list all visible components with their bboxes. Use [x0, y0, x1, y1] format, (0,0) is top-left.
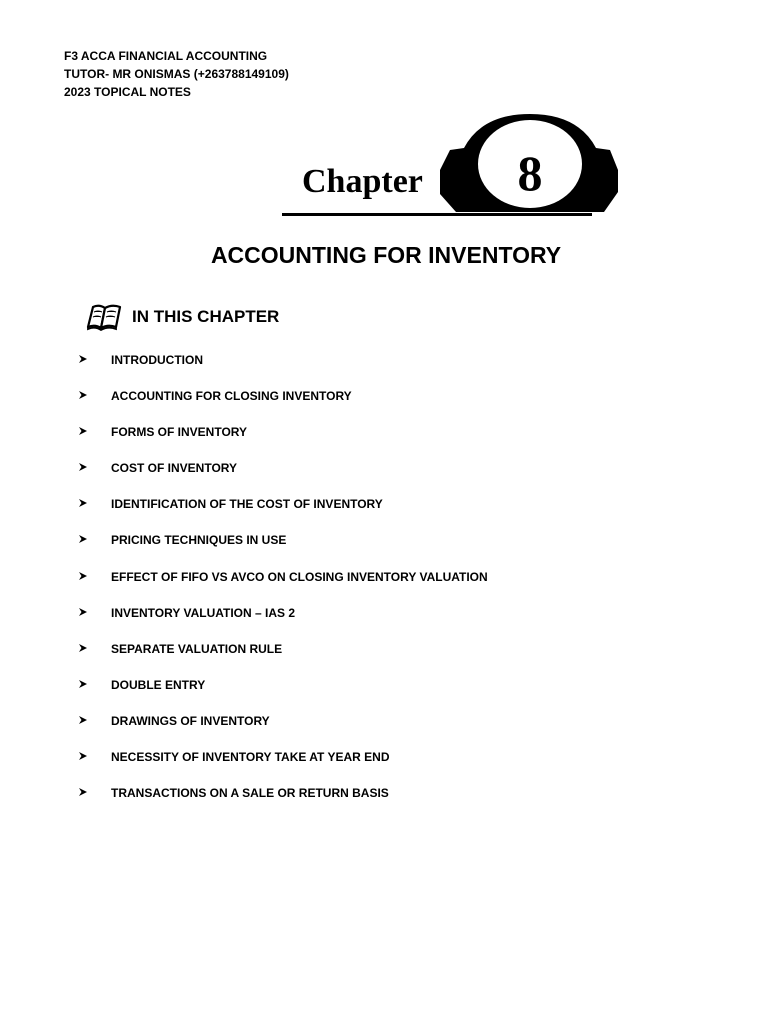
list-item-label: TRANSACTIONS ON A SALE OR RETURN BASIS — [111, 786, 389, 800]
list-item-label: PRICING TECHNIQUES IN USE — [111, 533, 287, 547]
chapter-label: Chapter — [302, 163, 423, 200]
arrowhead-bullet-icon — [78, 534, 88, 544]
list-item-label: FORMS OF INVENTORY — [111, 425, 248, 439]
list-item — [0, 711, 768, 731]
arrowhead-bullet-icon — [78, 571, 88, 581]
arrowhead-bullet-icon — [78, 426, 88, 436]
list-item-label: EFFECT OF FIFO VS AVCO ON CLOSING INVENTORY VALUATION — [111, 570, 488, 584]
list-item — [0, 747, 768, 767]
arrowhead-bullet-icon — [78, 715, 88, 725]
notes-year: 2023 TOPICAL NOTES — [64, 85, 191, 99]
arrowhead-bullet-icon — [78, 679, 88, 689]
chapter-title: ACCOUNTING FOR INVENTORY — [210, 242, 562, 268]
list-item-label: ACCOUNTING FOR CLOSING INVENTORY — [111, 389, 352, 403]
list-item-label: COST OF INVENTORY — [111, 461, 238, 475]
arrowhead-bullet-icon — [78, 354, 88, 364]
list-item — [0, 675, 768, 695]
document-header — [64, 47, 289, 101]
list-item — [0, 530, 768, 550]
list-item — [0, 458, 768, 478]
list-item-label: INTRODUCTION — [111, 353, 203, 367]
list-item — [0, 494, 768, 514]
section-heading — [86, 300, 279, 334]
list-item — [0, 422, 768, 442]
book-icon — [86, 303, 124, 331]
list-item-label: DOUBLE ENTRY — [111, 678, 206, 692]
arrowhead-bullet-icon — [78, 643, 88, 653]
arrowhead-bullet-icon — [78, 751, 88, 761]
arrowhead-bullet-icon — [78, 390, 88, 400]
list-item — [0, 603, 768, 623]
list-item-label: IDENTIFICATION OF THE COST OF INVENTORY — [111, 497, 383, 511]
arrowhead-bullet-icon — [78, 462, 88, 472]
list-item — [0, 350, 768, 370]
list-item — [0, 639, 768, 659]
arrowhead-bullet-icon — [78, 607, 88, 617]
section-heading-text: IN THIS CHAPTER — [132, 307, 280, 326]
list-item-label: SEPARATE VALUATION RULE — [111, 642, 283, 656]
list-item-label: DRAWINGS OF INVENTORY — [111, 714, 270, 728]
list-item-label: INVENTORY VALUATION – IAS 2 — [111, 606, 296, 620]
list-item — [0, 386, 768, 406]
list-item — [0, 567, 768, 587]
course-title: F3 ACCA FINANCIAL ACCOUNTING — [64, 49, 268, 63]
chapter-number: 8 — [517, 145, 543, 201]
tutor-line: TUTOR- MR ONISMAS (+263788149109) — [64, 67, 289, 81]
arrowhead-bullet-icon — [78, 787, 88, 797]
list-item-label: NECESSITY OF INVENTORY TAKE AT YEAR END — [111, 750, 390, 764]
arrowhead-bullet-icon — [78, 498, 88, 508]
list-item — [0, 783, 768, 803]
